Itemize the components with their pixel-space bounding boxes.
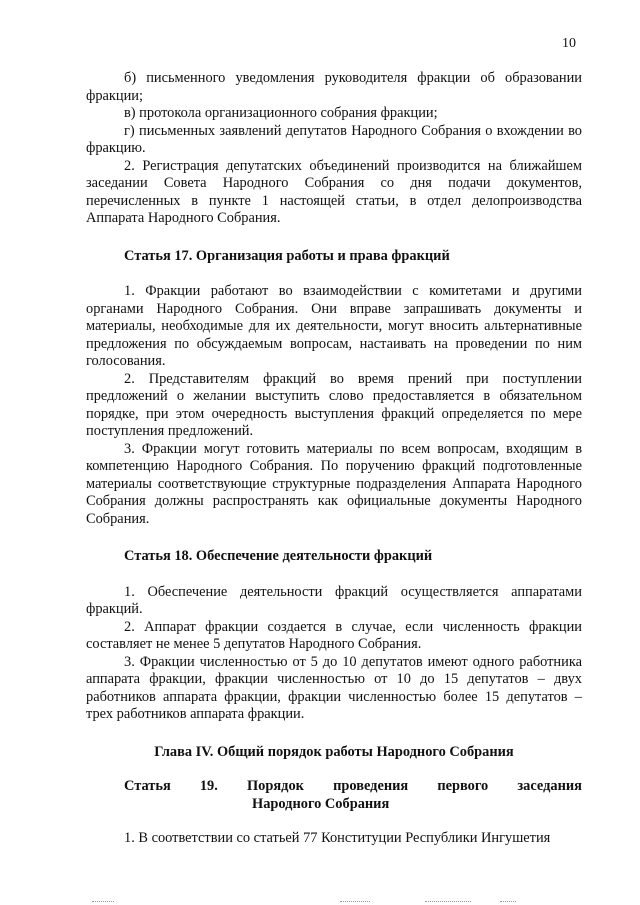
article-19-word: первого xyxy=(437,778,489,794)
chapter-4-title: Глава IV. Общий порядок работы Народного Собрания xyxy=(154,743,514,760)
paragraph: 2. Регистрация депутатских объединений производится на ближайшем заседании Совета Народного Собрания со дня подачи документов, перечисленных в пункте 1 настоящей статьи, в отдел делопроизводства Аппарата Народного Собрания. xyxy=(86,157,582,226)
paragraph: 3. Фракции могут готовить материалы по всем вопросам, входящим в компетенцию Народного Собрания. По поручению фракций подготовленные материалы соответствующие структурные подразделения Аппарата Народного Собрания должны распространять как официальные документы Народного Собрания. xyxy=(86,440,582,527)
paragraph: г) письменных заявлений депутатов Народного Собрания о вхождении во фракцию. xyxy=(86,122,582,156)
article-19-word: Статья xyxy=(124,778,171,794)
article-19-title-line2: Народного Собрания xyxy=(252,795,390,812)
article-19-word: Порядок xyxy=(246,778,304,794)
article-19-title xyxy=(86,778,582,796)
paragraph: б) письменного уведомления руководителя фракции об образовании фракции; xyxy=(86,70,582,104)
scan-artifact xyxy=(340,901,370,903)
article-19-word: 19. xyxy=(199,778,218,794)
scan-artifact xyxy=(425,901,471,903)
paragraph: 1. Фракции работают во взаимодействии с комитетами и другими органами Народного Собрания. Они вправе запрашивать документы и материалы, необходимые для их деятельности, могут вносить альтернативные предложения по обсуждаемым вопросам, настаивать на проведении по ним голосования. xyxy=(86,283,582,369)
paragraph: 2. Представителям фракций во время прений при поступлении предложений о желании выступить слово предоставляется в обязательном порядке, при этом очередность выступления фракций определяется по мере поступления предложений. xyxy=(86,370,582,439)
paragraph: 2. Аппарат фракции создается в случае, если численность фракции составляет не менее 5 депутатов Народного Собрания. xyxy=(86,618,582,652)
scan-artifact xyxy=(500,901,516,903)
article-17-title: Статья 17. Организация работы и права фракций xyxy=(124,247,450,264)
page-number: 10 xyxy=(562,36,576,51)
paragraph: 3. Фракции численностью от 5 до 10 депутатов имеют одного работника аппарата фракции, фракции численностью от 10 до 15 депутатов – двух работников аппарата фракции, фракции численностью более 15 депутатов – трех работников аппарата фракции. xyxy=(86,653,582,722)
article-19-word: проведения xyxy=(333,778,409,794)
paragraph: 1. В соответствии со статьей 77 Конституции Республики Ингушетия xyxy=(124,830,551,846)
article-18-title: Статья 18. Обеспечение деятельности фракций xyxy=(124,548,433,564)
paragraph: 1. Обеспечение деятельности фракций осуществляется аппаратами фракций. xyxy=(86,583,582,617)
document-body xyxy=(86,70,582,848)
paragraph: в) протокола организационного собрания фракции; xyxy=(124,105,438,121)
scan-artifact xyxy=(92,901,114,903)
article-19-word: заседания xyxy=(517,778,582,794)
